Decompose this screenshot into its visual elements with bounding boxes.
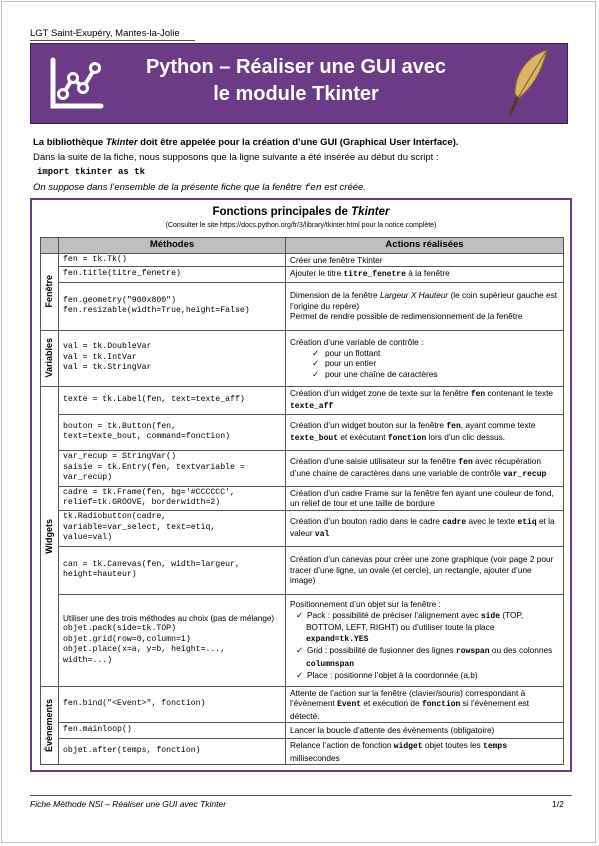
functions-box xyxy=(30,198,572,772)
action-cell: Création d’une saisie utilisateur sur la fenêtre fen avec récupération d’une chaine de caractères dans une variable de contrôle var_recup xyxy=(286,450,564,486)
table-row xyxy=(41,510,564,546)
action-cell: Relance l’action de fonction widget objet toutes les temps millisecondes xyxy=(286,739,564,765)
method-cell: var_recup = StringVar() saisie = tk.Entry(fen, textvariable = var_recup) xyxy=(59,450,286,486)
col-methods: Méthodes xyxy=(59,238,286,254)
header-rule xyxy=(30,40,195,41)
table-row xyxy=(41,594,564,686)
action-cell: Création d’un bouton radio dans le cadre cadre avec le texte etiq et la valeur val xyxy=(286,510,564,546)
action-cell: Créer une fenêtre Tkinter xyxy=(286,253,564,267)
intro-line4: On suppose dans l’ensemble de la présente fiche que la fenêtre fen est créée. xyxy=(33,182,366,193)
table-row xyxy=(41,450,564,486)
chart-line-icon xyxy=(47,56,105,112)
header-blank xyxy=(41,238,59,254)
table-row xyxy=(41,386,564,414)
method-cell: fen.geometry("900x800") fen.resizable(width=True,height=False) xyxy=(59,282,286,330)
method-cell: texte = tk.Label(fen, text=texte_aff) xyxy=(59,386,286,414)
table-row xyxy=(41,267,564,283)
footer-rule xyxy=(30,795,572,796)
page-number: 1/2 xyxy=(552,799,564,809)
intro-line1: La bibliothèque Tkinter doit être appelée pour la création d’une GUI (Graphical User Interface). xyxy=(33,137,459,148)
method-cell: can = tk.Canevas(fen, width=largeur, height=hauteur) xyxy=(59,546,286,594)
school-name: LGT Saint-Exupéry, Mantes-la-Jolie xyxy=(30,28,180,39)
action-cell: Ajouter le titre titre_fenetre à la fenêtre xyxy=(286,267,564,283)
method-cell: cadre = tk.Frame(fen, bg='#CCCCCC', relief=tk.GROOVE, borderwidth=2) xyxy=(59,486,286,510)
table-row xyxy=(41,686,564,723)
action-cell: Création d’une variable de contrôle : ✓ pour un flottant ✓ pour un entier ✓ pour une chaîne de caractères xyxy=(286,330,564,386)
method-cell: fen.title(titre_fenetre) xyxy=(59,267,286,283)
box-title: Fonctions principales de Tkinter xyxy=(212,206,390,218)
page-title-line1: Python – Réaliser une GUI avec xyxy=(145,56,447,78)
method-cell: bouton = tk.Button(fen, text=texte_bout, command=fonction) xyxy=(59,414,286,450)
intro-line2: Dans la suite de la fiche, nous supposons que la ligne suivante a été insérée au début du script : xyxy=(33,152,439,163)
category-fenetre: Fenêtre xyxy=(41,253,59,330)
action-cell: Positionnement d’un objet sur la fenêtre : ✓ Pack : possibilité de préciser l’alignement avec side (TOP, BOTTOM, LEFT, RIGHT) ou d’utiliser toute la place expand=tk.YES ✓ Grid : possibilité de fusionner des lignes rowspan ou des colonnes columnspan ✓ Place : positionne l’objet à la coordonnée (a,b) xyxy=(286,594,564,686)
action-cell: Dimension de la fenêtre Largeur X Hauteur (le coin supérieur gauche est l’origine du repère) Permet de rendre possible de redimensionnement de la fenêtre xyxy=(286,282,564,330)
quill-feather-icon xyxy=(503,48,555,120)
method-cell: fen = tk.Tk() xyxy=(59,253,286,267)
import-code: import tkinter as tk xyxy=(37,167,146,177)
method-cell: val = tk.DoubleVar val = tk.IntVar val = tk.StringVar xyxy=(59,330,286,386)
category-evenements: Évènements xyxy=(41,686,59,765)
action-cell: Attente de l’action sur la fenêtre (clavier/souris) correspondant à l’évènement Event et exécution de fonction si l’évènement est détecté. xyxy=(286,686,564,723)
action-cell: Création d’un cadre Frame sur la fenêtre fen ayant une couleur de fond, un relief de tour et une taille de bordure xyxy=(286,486,564,510)
table-row xyxy=(41,414,564,450)
page-title-line2: le module Tkinter xyxy=(213,83,379,105)
page-title xyxy=(126,54,466,108)
box-subtitle: (Consulter le site https://docs.python.org/fr/3/library/tkinter.html pour la notice complète) xyxy=(165,222,437,229)
method-cell: Utiliser une des trois méthodes au choix (pas de mélange) objet.pack(side=tk.TOP) objet.grid(row=0,column=1) objet.place(x=a, y=b, height=..., width=...) xyxy=(59,594,286,686)
table-row xyxy=(41,739,564,765)
method-cell: tk.Radiobutton(cadre, variable=var_select, text=etiq, value=val) xyxy=(59,510,286,546)
footer-title: Fiche Méthode NSI – Réaliser une GUI avec Tkinter xyxy=(30,799,227,809)
method-cell: fen.mainloop() xyxy=(59,723,286,739)
intro-text xyxy=(33,135,573,195)
action-cell: Création d’un canevas pour créer une zone graphique (voir page 2 pour tracer d’une ligne, un ovale (et cercle), un rectangle, ajouter d’une image) xyxy=(286,546,564,594)
functions-table xyxy=(40,237,564,765)
action-cell: Lancer la boucle d’attente des évènements (obligatoire) xyxy=(286,723,564,739)
title-banner xyxy=(30,43,568,124)
table-row xyxy=(41,330,564,386)
action-cell: Création d’un widget bouton sur la fenêtre fen, ayant comme texte texte_bout et exécutant fonction lors d’un clic dessus. xyxy=(286,414,564,450)
table-row xyxy=(41,282,564,330)
category-widgets: Widgets xyxy=(41,386,59,686)
table-row xyxy=(41,486,564,510)
table-header-row xyxy=(41,238,564,254)
col-actions: Actions réalisées xyxy=(286,238,564,254)
table-row xyxy=(41,253,564,267)
category-variables: Variables xyxy=(41,330,59,386)
action-cell: Création d’un widget zone de texte sur la fenêtre fen contenant le texte texte_aff xyxy=(286,386,564,414)
table-row xyxy=(41,546,564,594)
table-row xyxy=(41,723,564,739)
method-cell: fen.bind("<Event>", fonction) xyxy=(59,686,286,723)
method-cell: objet.after(temps, fonction) xyxy=(59,739,286,765)
